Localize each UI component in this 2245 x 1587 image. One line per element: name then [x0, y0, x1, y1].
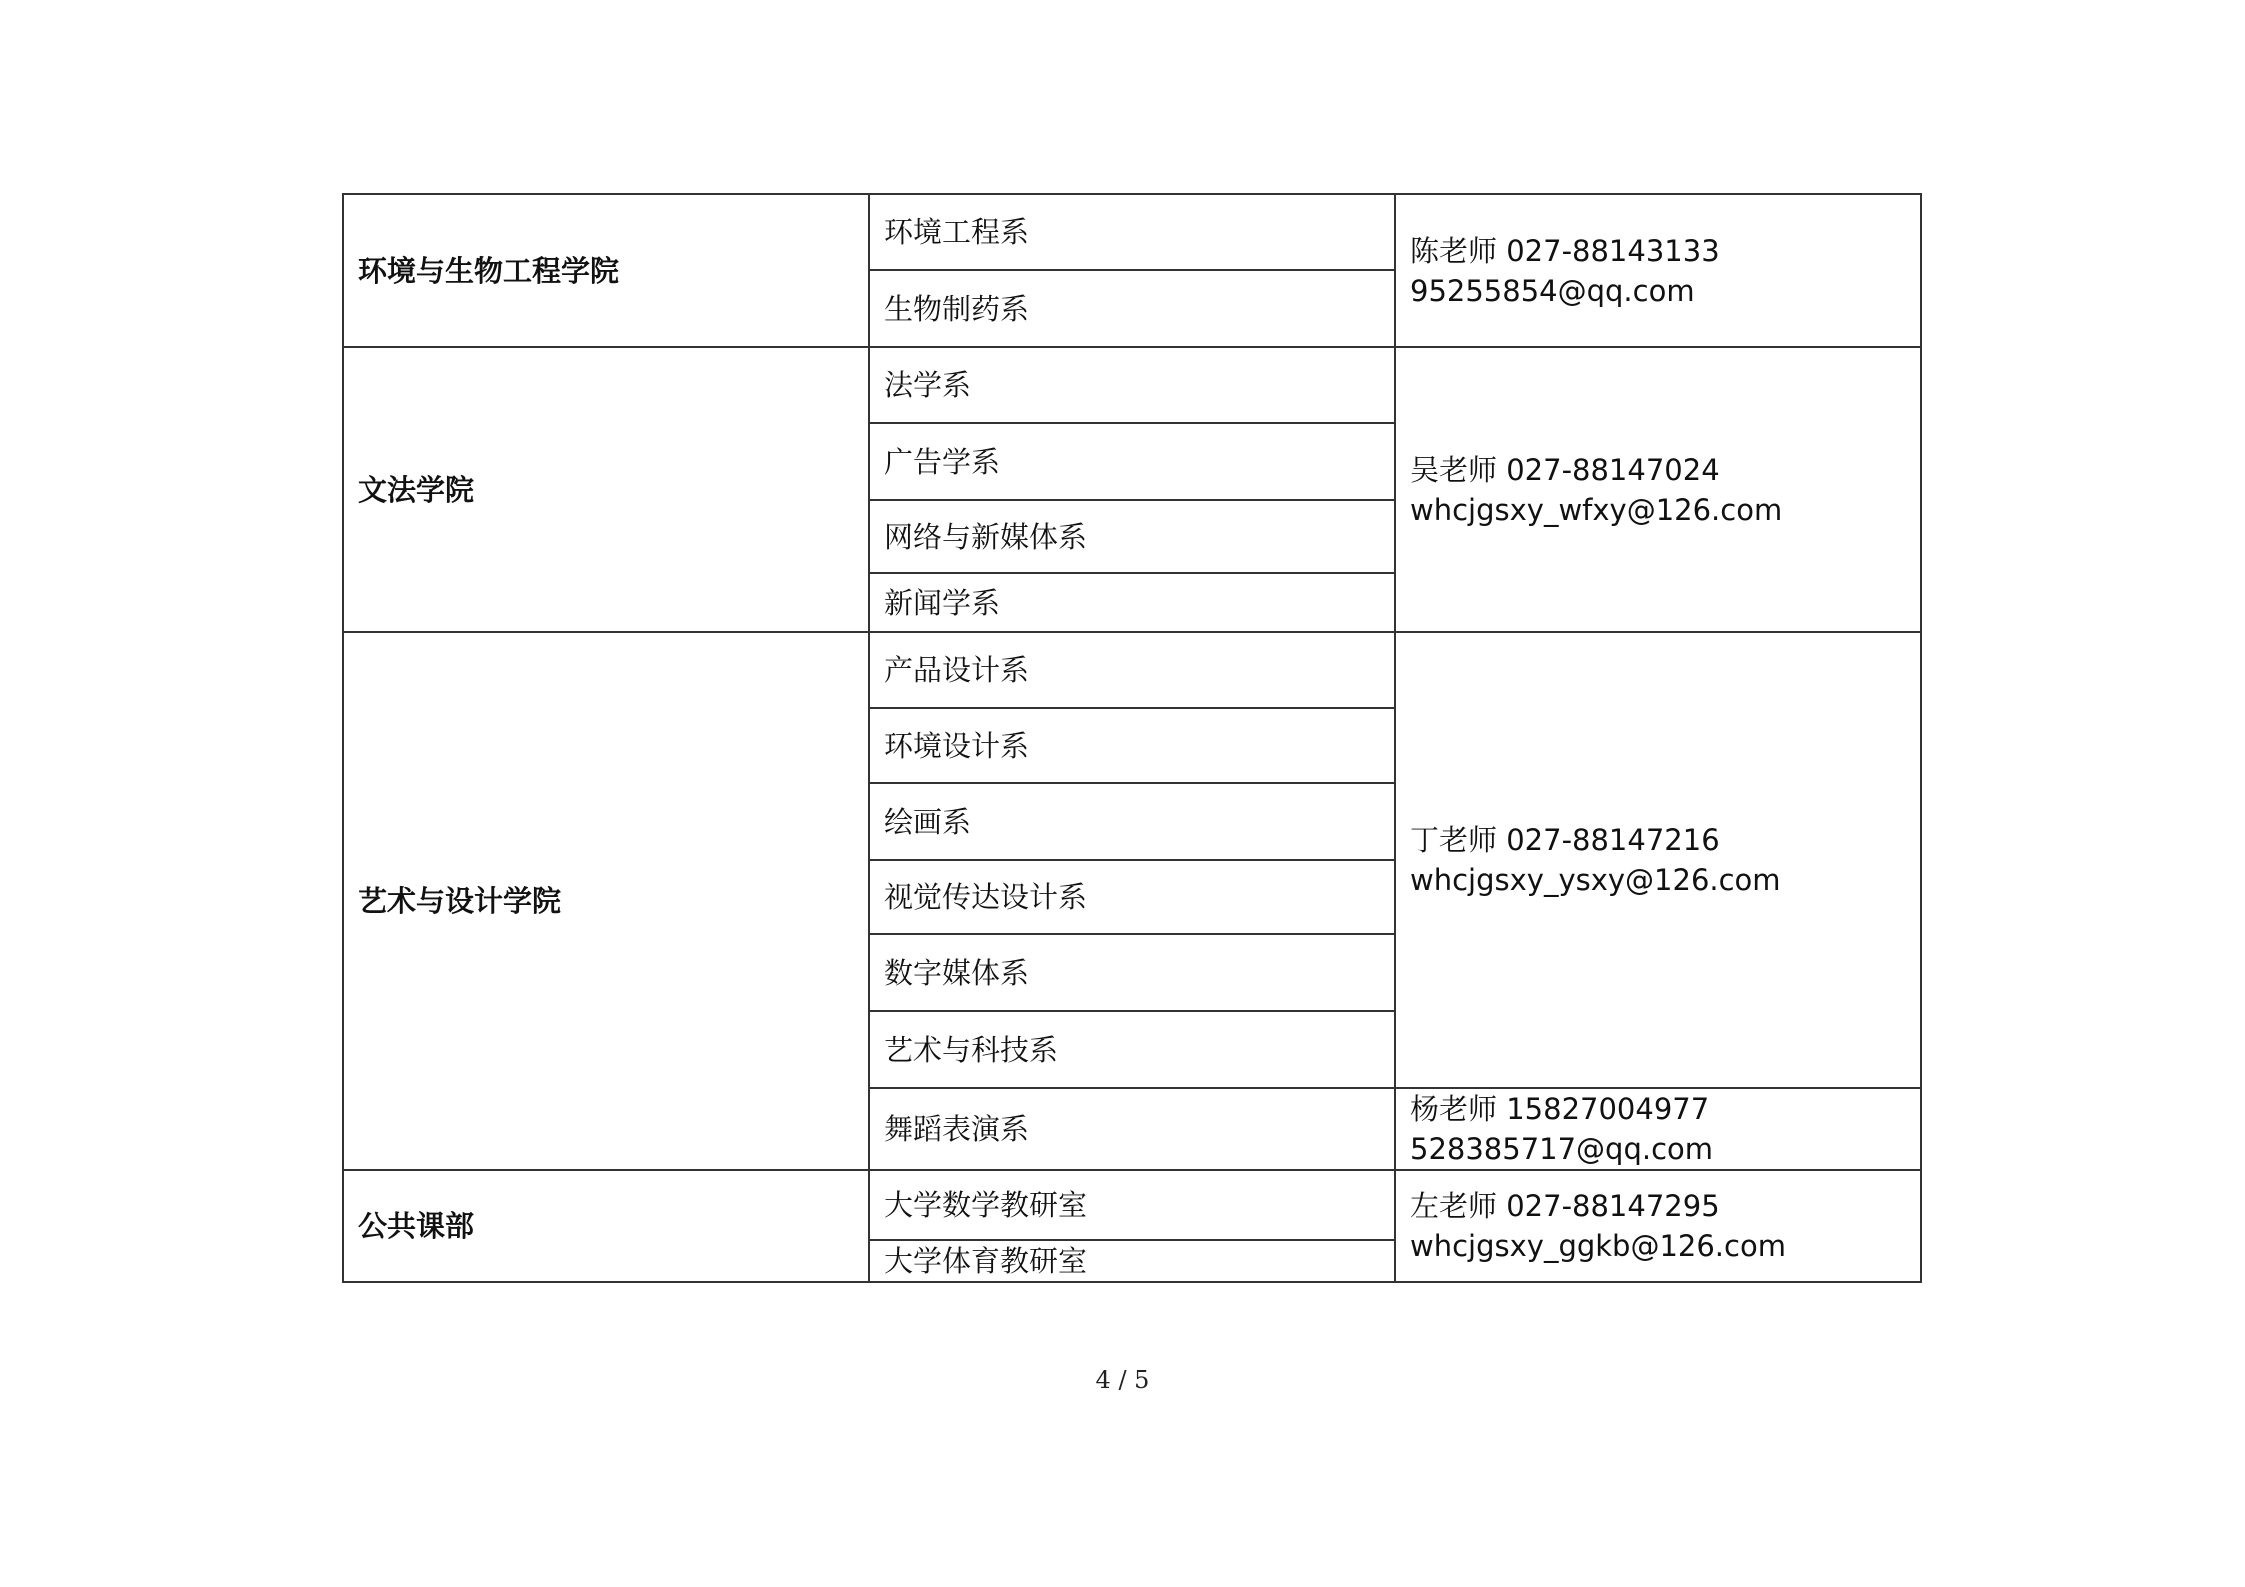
contact-cell — [1395, 347, 1921, 632]
college-name: 艺术与设计学院 — [343, 632, 869, 1170]
department-cell: 法学系 — [869, 347, 1395, 423]
page-indicator: 4 / 5 — [1095, 1366, 1150, 1394]
contact-name-phone: 陈老师 027-88143133 — [1410, 233, 1720, 268]
department-cell: 大学数学教研室 — [869, 1170, 1395, 1240]
table-row — [343, 1170, 1921, 1240]
department-cell: 环境设计系 — [869, 708, 1395, 783]
contact-email: whcjgsxy_ggkb@126.com — [1410, 1229, 1786, 1263]
department-cell: 大学体育教研室 — [869, 1240, 1395, 1282]
department-cell: 环境工程系 — [869, 194, 1395, 270]
contact-email: whcjgsxy_ysxy@126.com — [1410, 863, 1781, 897]
department-cell: 舞蹈表演系 — [869, 1088, 1395, 1170]
department-cell: 广告学系 — [869, 423, 1395, 500]
table-row — [343, 347, 1921, 423]
contact-cell — [1395, 632, 1921, 1088]
contact-cell — [1395, 1170, 1921, 1282]
department-cell: 生物制药系 — [869, 270, 1395, 347]
department-cell: 艺术与科技系 — [869, 1011, 1395, 1088]
contact-name-phone: 杨老师 15827004977 — [1410, 1092, 1710, 1126]
contact-cell — [1395, 1088, 1921, 1170]
table-row — [343, 194, 1921, 270]
college-name: 公共课部 — [343, 1170, 869, 1282]
contact-name-phone: 左老师 027-88147295 — [1410, 1189, 1720, 1223]
contact-email: 528385717@qq.com — [1410, 1132, 1714, 1166]
department-cell: 视觉传达设计系 — [869, 860, 1395, 934]
department-cell: 新闻学系 — [869, 573, 1395, 632]
department-cell: 绘画系 — [869, 783, 1395, 860]
college-name: 文法学院 — [343, 347, 869, 632]
department-cell: 产品设计系 — [869, 632, 1395, 708]
contact-name-phone: 丁老师 027-88147216 — [1410, 823, 1720, 857]
table-row — [343, 632, 1921, 708]
department-cell: 数字媒体系 — [869, 934, 1395, 1011]
college-contacts-table — [342, 193, 1922, 1283]
contact-email: whcjgsxy_wfxy@126.com — [1410, 492, 1783, 527]
contact-name-phone: 吴老师 027-88147024 — [1410, 452, 1720, 487]
contact-cell — [1395, 194, 1921, 347]
contact-email: 95255854@qq.com — [1410, 273, 1695, 308]
college-name: 环境与生物工程学院 — [343, 194, 869, 347]
department-cell: 网络与新媒体系 — [869, 500, 1395, 573]
